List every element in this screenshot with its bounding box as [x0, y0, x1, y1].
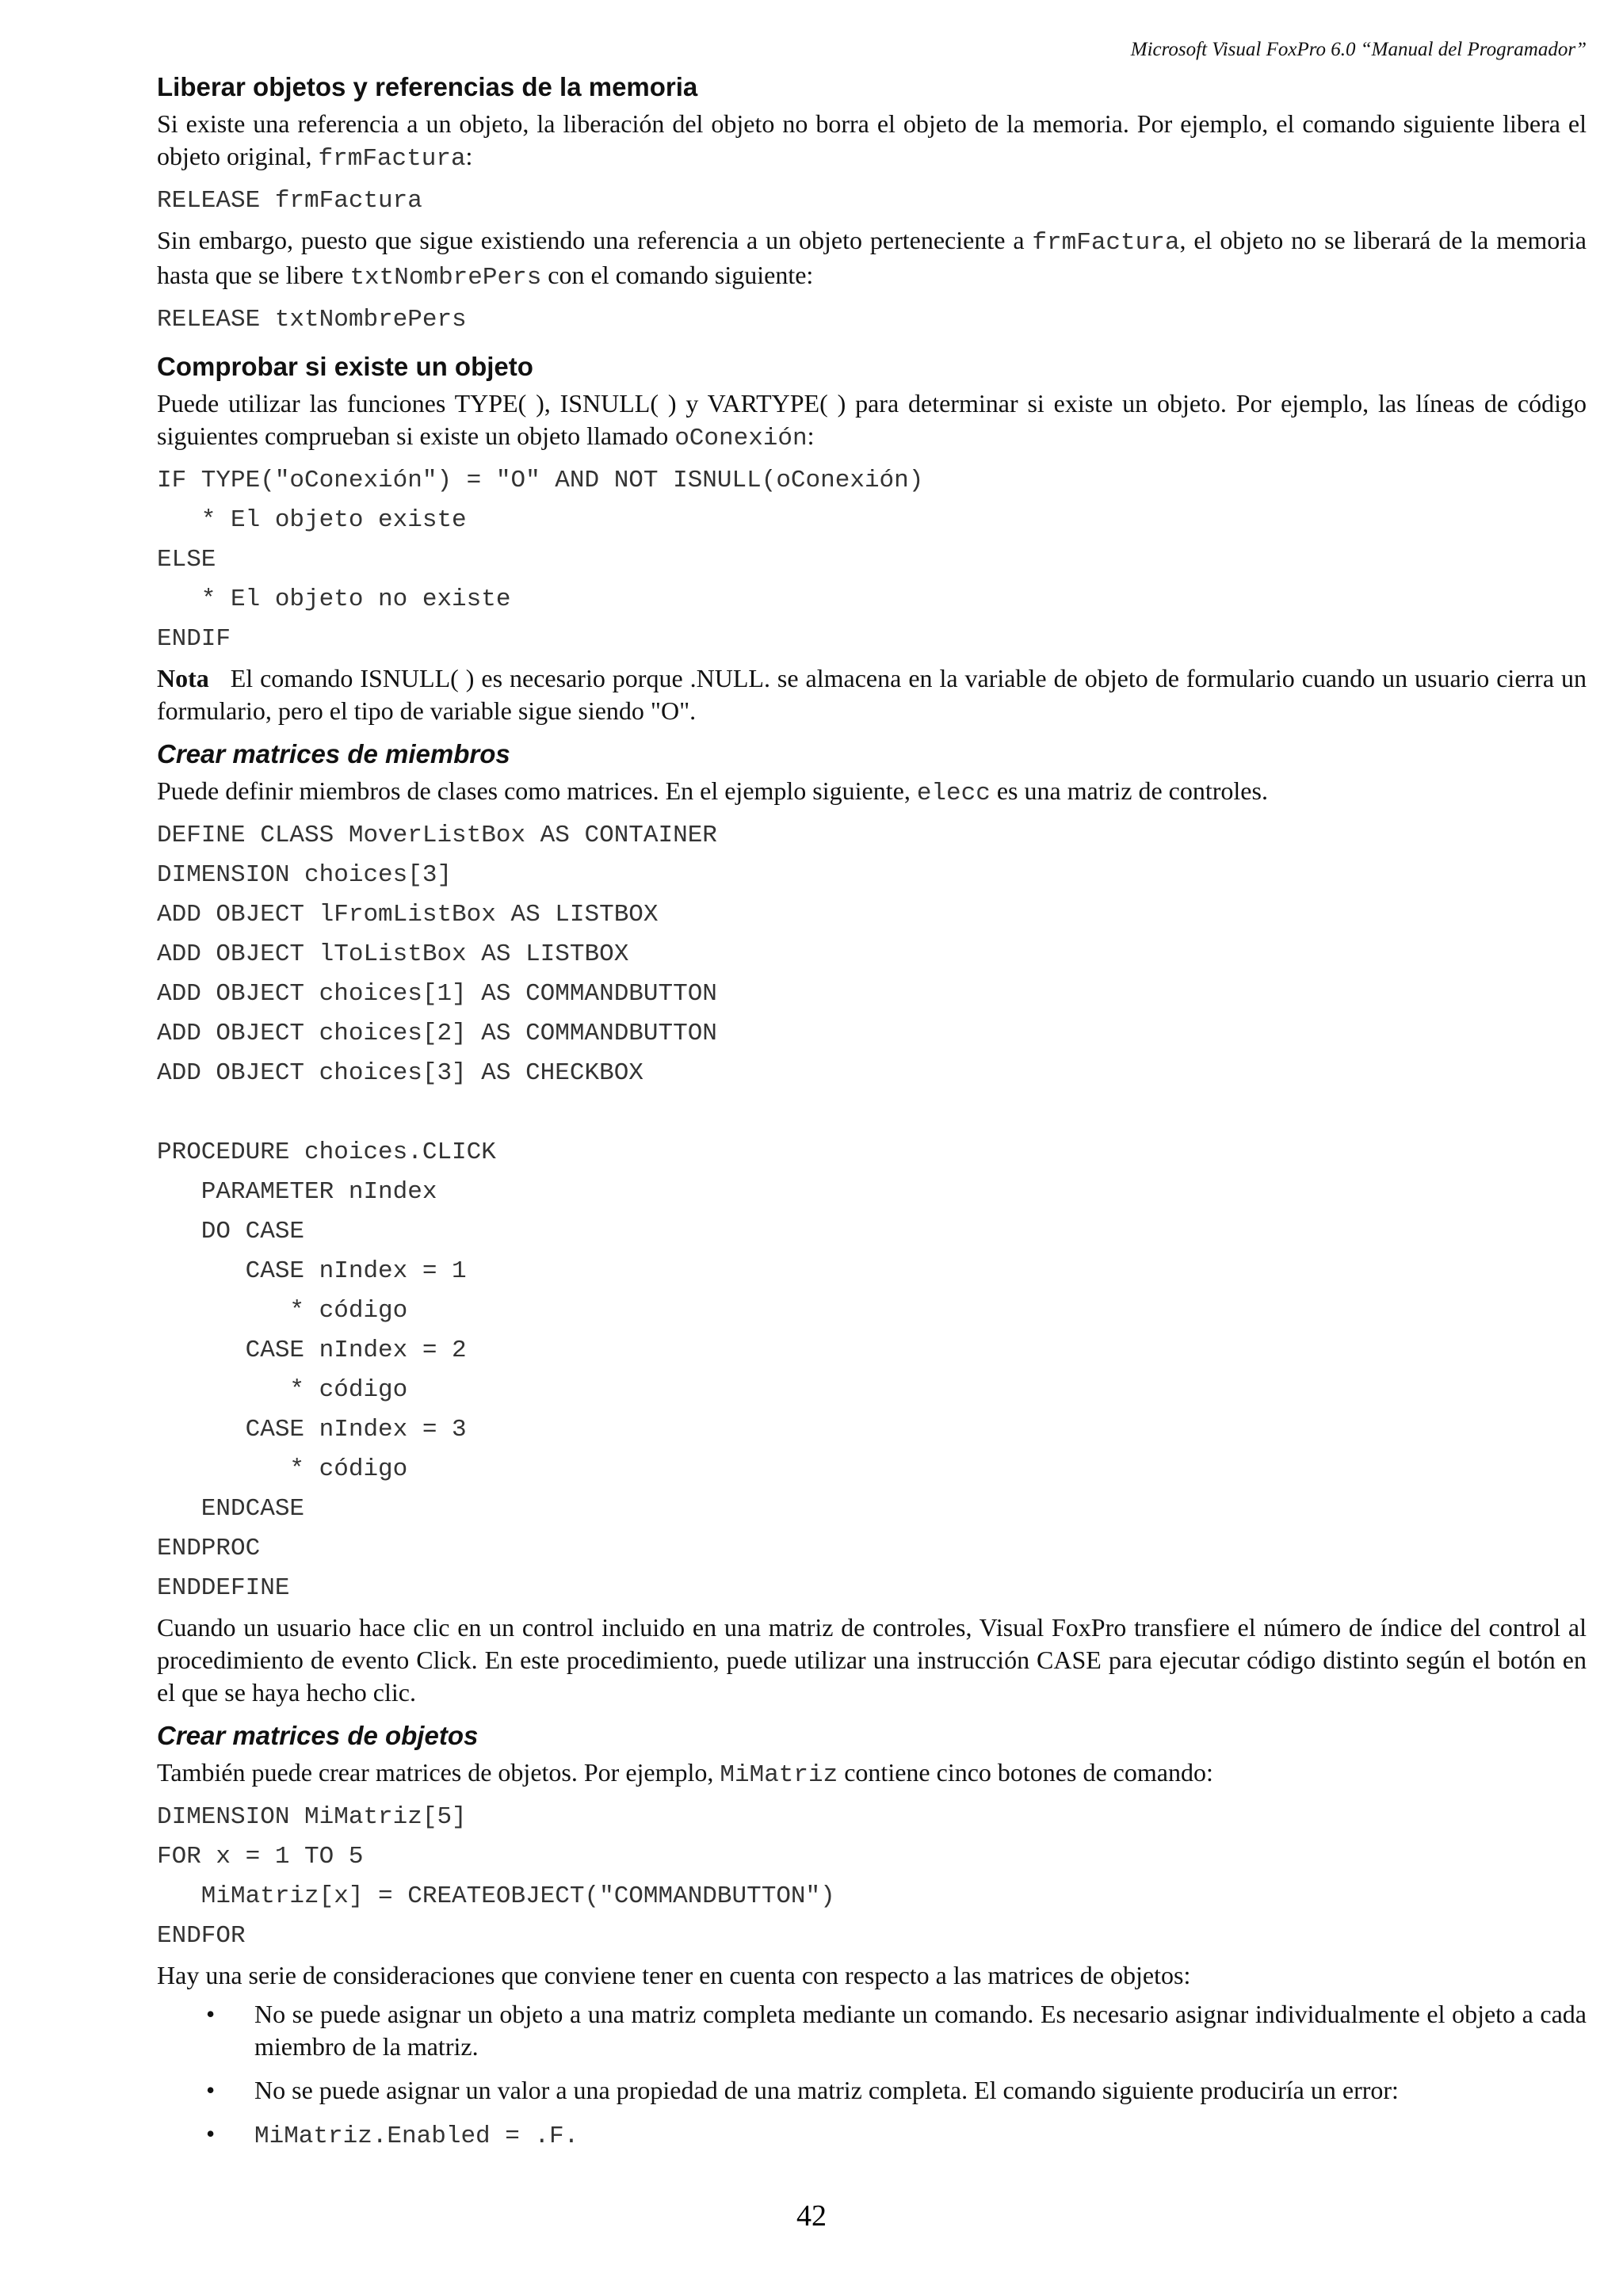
inline-code: frmFactura [318, 145, 466, 173]
code-block: DIMENSION MiMatriz[5] FOR x = 1 TO 5 MiMatriz[x] = CREATEOBJECT("COMMANDBUTTON") ENDFOR [157, 1803, 835, 1950]
inline-code: txtNombrePers [349, 264, 542, 292]
note-paragraph [157, 662, 1587, 727]
inline-code: elecc [916, 780, 991, 807]
note-text: El comando ISNULL( ) es necesario porque .NULL. se almacena en la variable de objeto de formulario cuando un usuario cierra un formulario, pero el tipo de variable sigue siendo "O". [157, 664, 1587, 725]
section-heading: Liberar objetos y referencias de la memoria [157, 72, 698, 101]
bullet-icon: • [206, 2119, 216, 2148]
running-header: Microsoft Visual FoxPro 6.0 “Manual del Programador” [1130, 39, 1587, 60]
text-run: : [807, 421, 815, 450]
text-run: Si existe una referencia a un objeto, la liberación del objeto no borra el objeto de la memoria. Por ejemplo, el comando siguiente libera el objeto original, [157, 109, 1587, 170]
inline-code: MiMatriz [720, 1761, 838, 1789]
paragraph [157, 224, 1587, 294]
text-run: es una matriz de controles. [990, 776, 1268, 805]
list-item [157, 1998, 1587, 2063]
document-page [157, 32, 1587, 2164]
text-run: con el comando siguiente: [541, 261, 814, 289]
text-run: : [465, 142, 473, 170]
text-run: Puede definir miembros de clases como matrices. En el ejemplo siguiente, [157, 776, 917, 805]
paragraph: Cuando un usuario hace clic en un control incluido en una matriz de controles, Visual FoxPro transfiere el número de índice del control al procedimiento de evento Click. En este procedimiento, puede utilizar una instrucción CASE para ejecutar código distinto según el botón en el que se haya hecho clic. [157, 1613, 1587, 1707]
note-label: Nota [157, 664, 209, 692]
list-item-code: MiMatriz.Enabled = .F. [254, 2122, 579, 2150]
page-number: 42 [796, 2199, 827, 2233]
text-run: Puede utilizar las funciones TYPE( ), ISNULL( ) y VARTYPE( ) para determinar si existe un objeto. Por ejemplo, las líneas de código siguientes comprueban si existe un objeto llamado [157, 389, 1587, 450]
bullet-list [157, 1998, 1587, 2153]
paragraph: Hay una serie de consideraciones que conviene tener en cuenta con respecto a las matrices de objetos: [157, 1961, 1191, 1989]
text-run: También puede crear matrices de objetos. Por ejemplo, [157, 1758, 720, 1787]
list-item [157, 2118, 1587, 2153]
text-run: contiene cinco botones de comando: [838, 1758, 1213, 1787]
code-block: DEFINE CLASS MoverListBox AS CONTAINER DIMENSION choices[3] ADD OBJECT lFromListBox AS LISTBOX ADD OBJECT lToListBox AS LISTBOX ADD OBJECT choices[1] AS COMMANDBUTTON ADD OBJECT choices[2] AS COMMANDBUTTON ADD OBJECT choices[3] AS CHECKBOX PROCEDURE choices.CLICK PARAMETER nIndex DO CASE CASE nIndex = 1 * código CASE nIndex = 2 * código CASE nIndex = 3 * código ENDCASE ENDPROC ENDDEFINE [157, 822, 717, 1602]
section-heading: Crear matrices de objetos [157, 1721, 479, 1750]
list-item-text: No se puede asignar un valor a una propiedad de una matriz completa. El comando siguiente produciría un error: [254, 2076, 1399, 2104]
code-block: RELEASE txtNombrePers [157, 306, 467, 334]
code-block: IF TYPE("oConexión") = "O" AND NOT ISNULL(oConexión) * El objeto existe ELSE * El objeto no existe ENDIF [157, 467, 924, 653]
paragraph [157, 775, 1587, 810]
code-block: RELEASE frmFactura [157, 187, 422, 215]
inline-code: frmFactura [1032, 229, 1180, 257]
list-item [157, 2074, 1587, 2107]
section-heading: Crear matrices de miembros [157, 739, 510, 769]
paragraph [157, 1756, 1587, 1791]
text-run: , el objeto no se liberará de la memoria hasta que se libere [157, 226, 1587, 289]
inline-code: oConexión [674, 425, 808, 452]
section-heading: Comprobar si existe un objeto [157, 352, 533, 381]
text-run: Sin embargo, puesto que sigue existiendo una referencia a un objeto perteneciente a [157, 226, 1033, 254]
bullet-icon: • [206, 2000, 216, 2028]
list-item-text: No se puede asignar un objeto a una matriz completa mediante un comando. Es necesario asignar individualmente el objeto a cada miembro de la matriz. [254, 2000, 1587, 2061]
paragraph [157, 108, 1587, 175]
paragraph [157, 387, 1587, 455]
bullet-icon: • [206, 2076, 216, 2104]
